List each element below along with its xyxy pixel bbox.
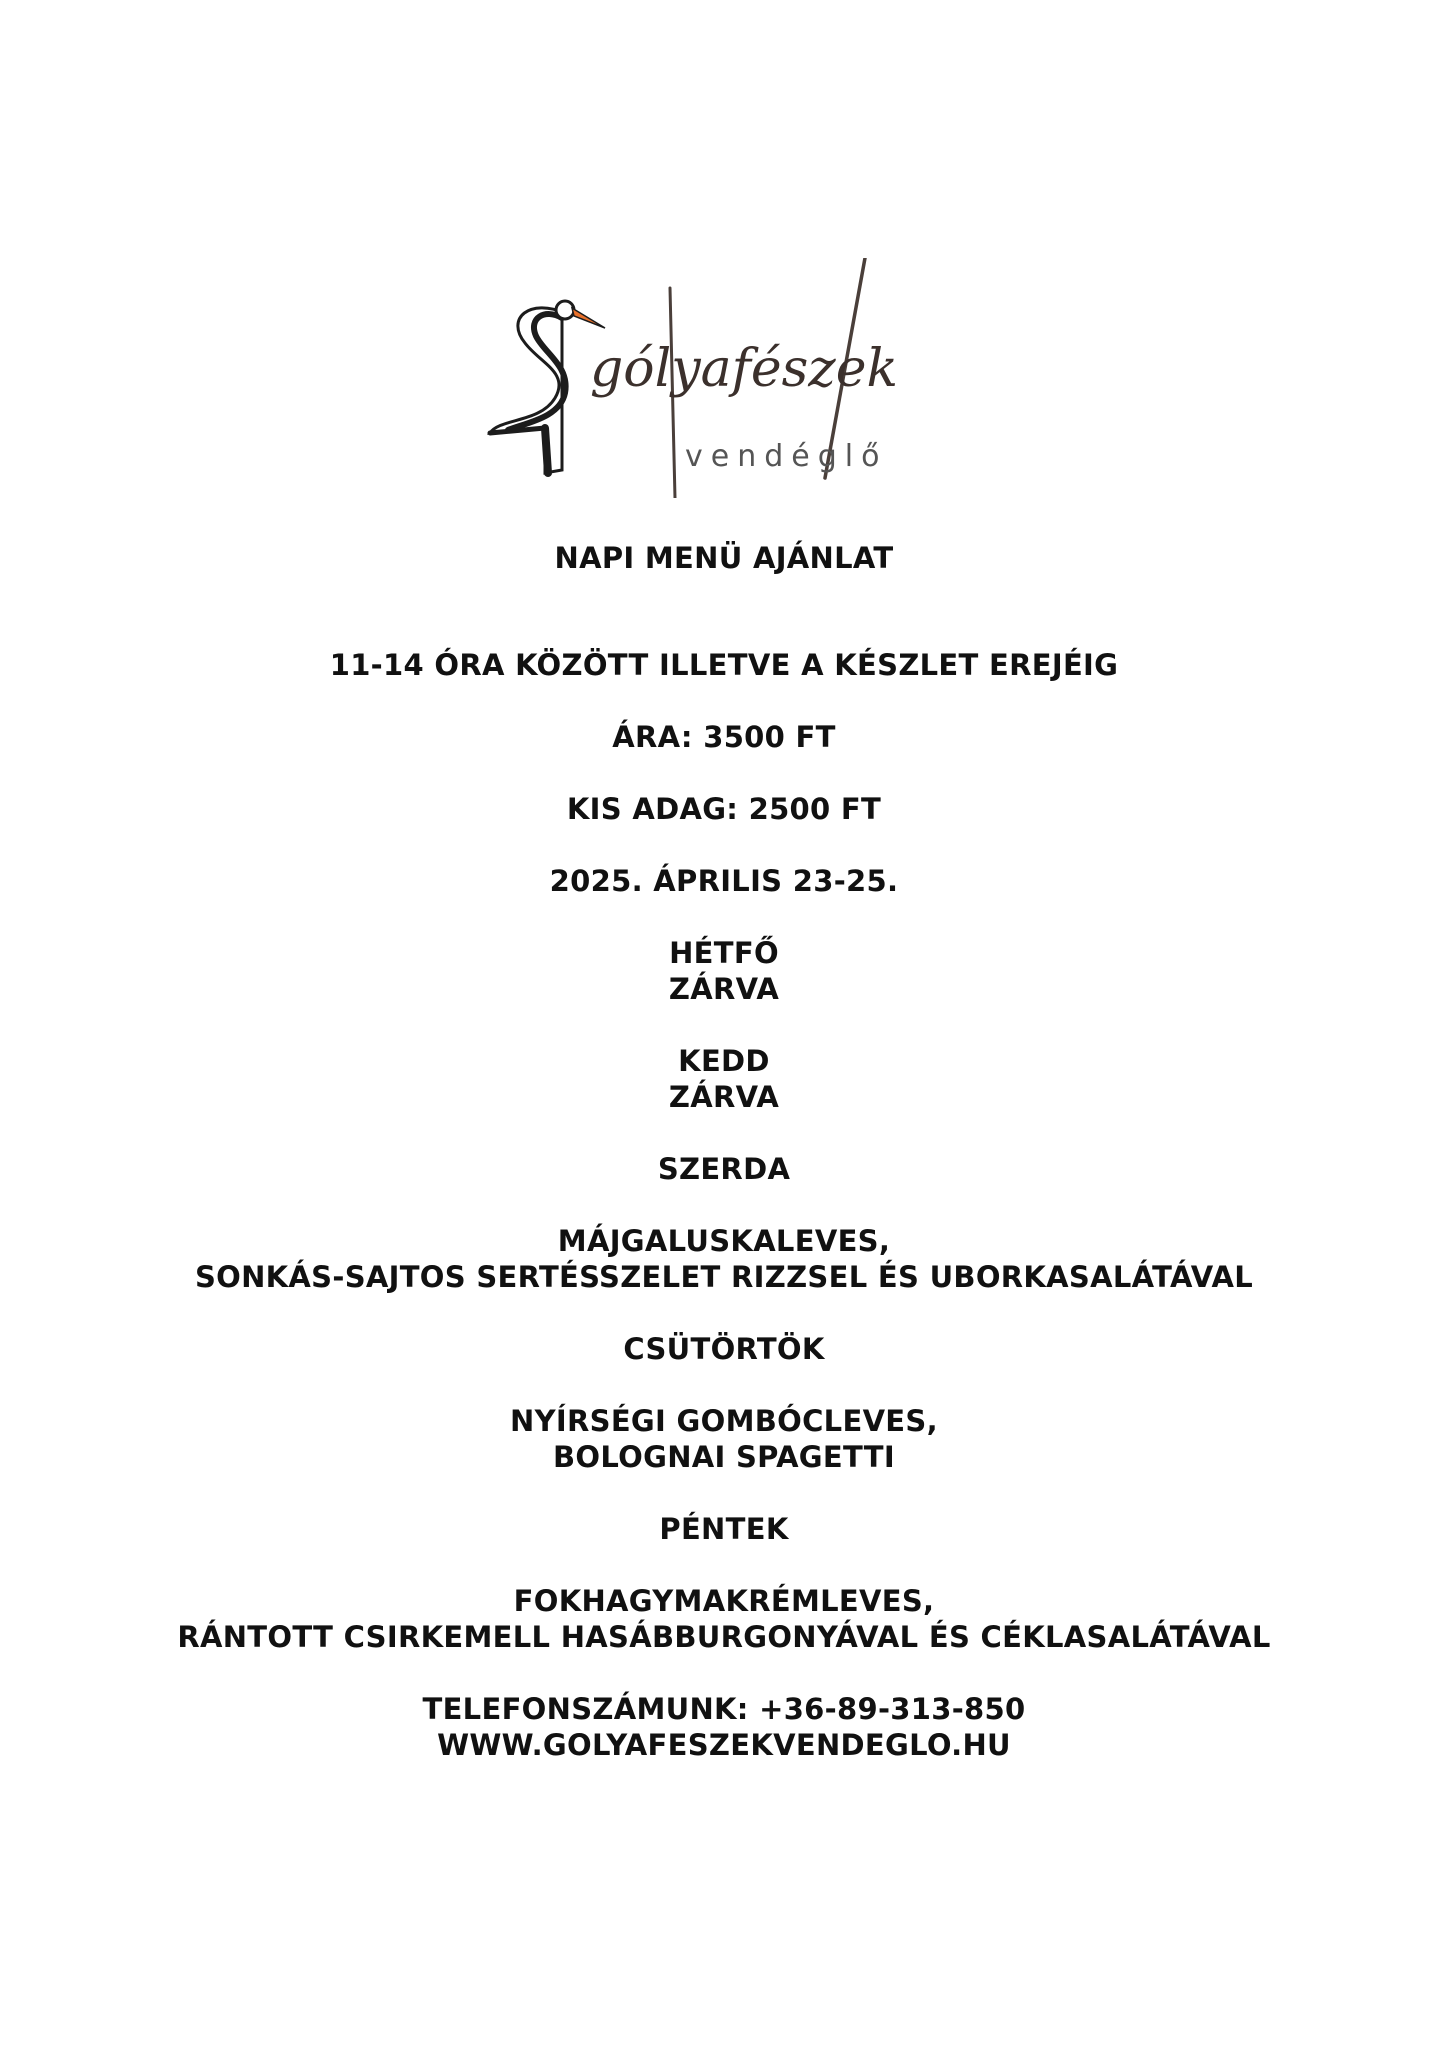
menu-price: ÁRA: 3500 FT (612, 720, 836, 754)
logo-subtitle: vendéglő (685, 439, 888, 474)
small-portion-price: KIS ADAG: 2500 FT (566, 792, 882, 826)
day-name: CSÜTÖRTÖK (623, 1332, 825, 1366)
day-dish: ZÁRVA (668, 972, 780, 1006)
stork-logo-icon (470, 258, 990, 498)
day-name: PÉNTEK (659, 1512, 789, 1546)
menu-heading: NAPI MENÜ AJÁNLAT (554, 541, 894, 575)
day-monday (0, 935, 1448, 1007)
day-dish: NYÍRSÉGI GOMBÓCLEVES, (510, 1404, 938, 1438)
date-range: 2025. ÁPRILIS 23-25. (549, 864, 899, 898)
restaurant-logo (470, 258, 990, 498)
day-name: HÉTFŐ (669, 936, 779, 970)
day-friday (0, 1511, 1448, 1655)
logo-wordmark: gólyafészek (590, 339, 898, 399)
contact-info (0, 1691, 1448, 1763)
day-name: KEDD (678, 1044, 770, 1078)
day-tuesday (0, 1043, 1448, 1115)
day-dish: MÁJGALUSKALEVES, (557, 1224, 891, 1258)
day-dish: ZÁRVA (668, 1080, 780, 1114)
day-dish: RÁNTOTT CSIRKEMELL HASÁBBURGONYÁVAL ÉS CÉKLASALÁTÁVAL (177, 1620, 1271, 1654)
day-dish: BOLOGNAI SPAGETTI (553, 1440, 895, 1474)
day-dish: SONKÁS-SAJTOS SERTÉSSZELET RIZZSEL ÉS UBORKASALÁTÁVAL (194, 1260, 1254, 1294)
day-dish: FOKHAGYMAKRÉMLEVES, (513, 1584, 935, 1618)
phone-number: TELEFONSZÁMUNK: +36-89-313-850 (422, 1692, 1026, 1726)
menu-document (0, 540, 1448, 1763)
day-name: SZERDA (657, 1152, 791, 1186)
serving-hours: 11-14 ÓRA KÖZÖTT ILLETVE A KÉSZLET EREJÉIG (329, 648, 1119, 682)
day-wednesday (0, 1151, 1448, 1295)
day-thursday (0, 1331, 1448, 1475)
website-url: WWW.GOLYAFESZEKVENDEGLO.HU (437, 1728, 1011, 1762)
